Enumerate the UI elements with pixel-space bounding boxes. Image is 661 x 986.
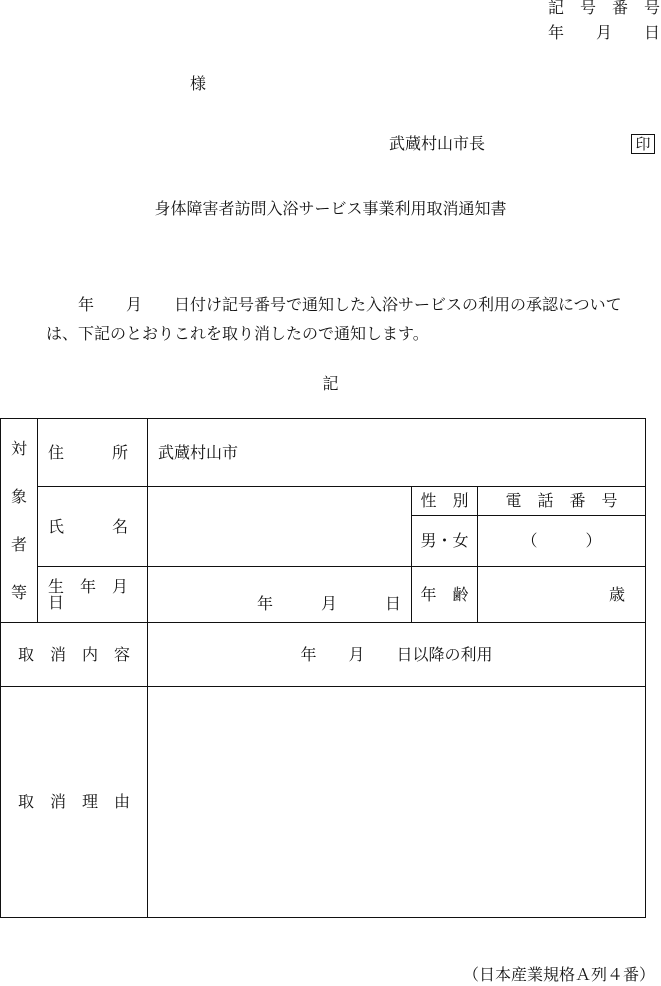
age-value-cell[interactable] (478, 567, 646, 623)
name-label: 氏 名 (48, 516, 129, 536)
age-label-cell (412, 567, 478, 623)
target-section-label-cell (1, 419, 38, 623)
name-value-cell[interactable] (148, 487, 412, 567)
address-row (1, 419, 646, 487)
age-label: 年 齢 (420, 584, 469, 604)
target-label-char-4: 等 (10, 582, 27, 602)
cancel-content-value: 年 月 日以降の利用 (300, 644, 493, 664)
address-label-cell (38, 419, 148, 487)
gender-label: 性 別 (412, 487, 477, 516)
birth-label: 生 年 月 日 (48, 576, 145, 612)
birth-label-cell (38, 567, 148, 623)
cancel-reason-label-cell (1, 687, 148, 918)
phone-cell[interactable] (478, 487, 646, 567)
standard-note: （日本産業規格Ａ列４番） (462, 965, 655, 984)
target-label-char-1: 対 (10, 438, 27, 458)
cancel-reason-value-cell[interactable] (148, 687, 646, 918)
address-value-cell[interactable] (148, 419, 646, 487)
seal-stamp: 印 (631, 134, 655, 154)
target-label-char-3: 者 (10, 534, 27, 554)
body-paragraph-line-2: は、下記のとおりこれを取り消したので通知します。 (46, 324, 429, 343)
age-value: 歳 (609, 584, 626, 604)
address-value: 武蔵村山市 (158, 442, 239, 462)
document-title: 身体障害者訪問入浴サービス事業利用取消通知書 (154, 199, 507, 218)
cancel-content-value-cell[interactable] (148, 623, 646, 687)
target-section-label (1, 431, 37, 611)
phone-label: 電 話 番 号 (478, 487, 645, 516)
birth-value: 年 月 日 (256, 594, 401, 613)
cancel-reason-label: 取 消 理 由 (17, 792, 130, 811)
body-paragraph-line-1: 年 月 日付け記号番号で通知した入浴サービスの利用の承認について (46, 295, 622, 314)
target-label-char-2: 象 (10, 486, 27, 506)
ki-heading: 記 (322, 374, 339, 393)
document-date-label: 年 月 日 (547, 23, 660, 42)
cancel-content-label-cell (1, 623, 148, 687)
birth-age-row (1, 567, 646, 623)
phone-block (478, 487, 645, 566)
address-label: 住 所 (48, 442, 129, 462)
gender-block (412, 487, 477, 566)
name-label-cell (38, 487, 148, 567)
cancel-reason-row (1, 687, 646, 918)
phone-value: （ ） (521, 531, 602, 550)
cancel-content-row (1, 623, 646, 687)
birth-value-cell[interactable] (148, 567, 412, 623)
cancel-content-label: 取 消 内 容 (17, 644, 130, 664)
name-row (1, 487, 646, 567)
issuer-name: 武蔵村山市長 (389, 134, 486, 153)
gender-cell[interactable] (412, 487, 478, 567)
cancellation-table (0, 418, 645, 917)
gender-value: 男・女 (420, 531, 469, 550)
recipient-suffix: 様 (190, 74, 207, 93)
form-table (0, 418, 646, 918)
document-number-label: 記 号 番 号 (547, 0, 660, 17)
